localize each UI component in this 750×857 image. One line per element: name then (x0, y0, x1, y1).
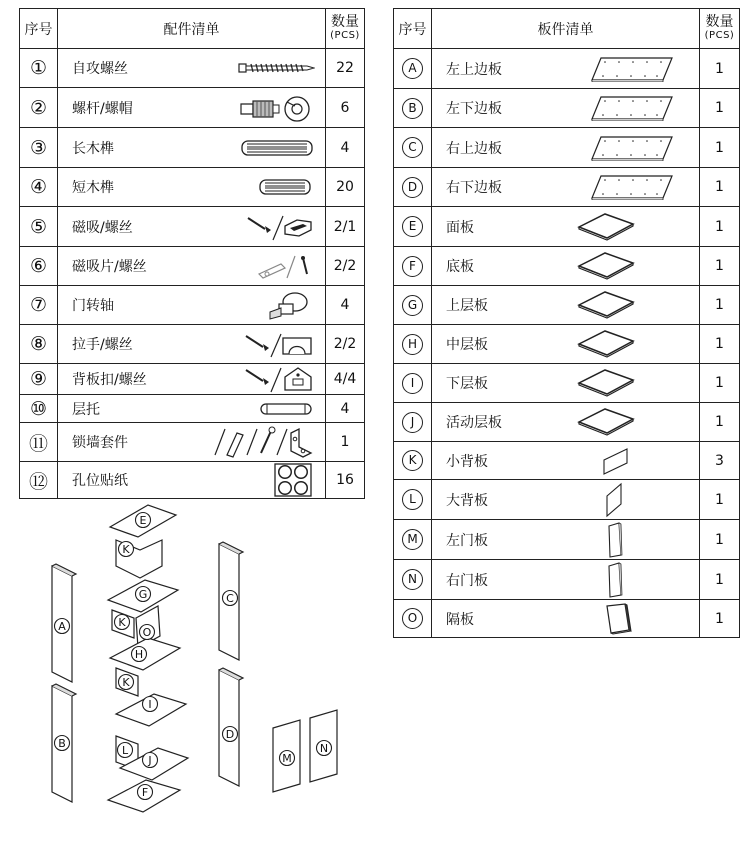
svg-text:M: M (282, 752, 292, 765)
accessory-qty: 4/4 (326, 364, 365, 395)
accessory-qty: 4 (326, 128, 365, 168)
label-A (55, 619, 70, 634)
board-qty: 1 (700, 247, 740, 286)
svg-text:N: N (319, 742, 329, 755)
board-name: 左门板 (446, 532, 488, 549)
row-index: D (402, 177, 423, 198)
row-index: A (402, 58, 423, 79)
board-name: 中层板 (446, 337, 488, 353)
board-name: 左下边板 (446, 101, 502, 117)
board-qty: 1 (700, 520, 740, 560)
svg-text:K: K (122, 543, 130, 556)
row-index: G (402, 295, 423, 316)
row-index: C (402, 137, 423, 158)
svg-text:B: B (58, 737, 66, 750)
svg-text:L: L (121, 744, 129, 757)
label-B (55, 736, 70, 751)
label-K (115, 615, 130, 630)
row-index: ⑦ (29, 294, 48, 316)
label-H (132, 647, 147, 662)
accessory-name: 长木榫 (72, 140, 114, 157)
row-index: ② (29, 96, 48, 119)
board-name: 大背板 (446, 492, 488, 509)
board-name: 右下边板 (446, 180, 502, 196)
svg-text:E: E (139, 514, 147, 527)
board-name: 下层板 (446, 376, 488, 392)
accessory-qty: 6 (326, 88, 365, 128)
svg-text:O: O (142, 626, 152, 639)
board-qty: 1 (700, 560, 740, 600)
board-name: 左上边板 (446, 61, 502, 78)
accessory-name: 门转轴 (72, 298, 114, 314)
row-index: ⑤ (29, 215, 48, 238)
row-index: ⑪ (28, 432, 48, 455)
board-name: 底板 (446, 259, 474, 275)
index-header: 序号 (20, 9, 58, 49)
row-index: N (402, 569, 423, 590)
row-index: L (402, 489, 423, 510)
row-index: ④ (29, 176, 48, 198)
accessory-qty: 22 (326, 49, 365, 88)
board-name: 小背板 (446, 453, 488, 470)
accessory-name: 层托 (72, 401, 100, 418)
row-index: ① (29, 57, 48, 79)
row-index: M (402, 529, 423, 550)
row-index: F (402, 256, 423, 277)
label-K (119, 675, 134, 690)
row-index: ⑫ (28, 470, 48, 493)
svg-text:C: C (226, 592, 234, 605)
svg-text:J: J (148, 754, 152, 767)
svg-text:G: G (138, 588, 148, 601)
accessory-qty: 4 (326, 395, 365, 423)
board-qty: 1 (700, 128, 740, 168)
row-index: ⑩ (29, 397, 48, 420)
board-name: 右门板 (446, 572, 488, 589)
board-qty: 1 (700, 168, 740, 207)
accessory-qty: 4 (326, 286, 365, 325)
accessory-name: 孔位贴纸 (72, 473, 128, 489)
board-qty: 1 (700, 325, 740, 364)
board-name: 上层板 (446, 298, 488, 314)
board-qty: 3 (700, 442, 740, 480)
board-qty: 1 (700, 480, 740, 520)
board-qty: 1 (700, 207, 740, 247)
quantity-header: 数量 (PCS) (700, 9, 740, 49)
exploded-view-labels (55, 513, 332, 800)
row-index: O (402, 608, 423, 629)
label-O (140, 625, 155, 640)
row-index: H (402, 334, 423, 355)
accessory-list-header: 配件清单 (58, 9, 326, 49)
label-C (223, 591, 238, 606)
label-E (136, 513, 151, 528)
index-header: 序号 (394, 9, 432, 49)
row-index: B (402, 98, 423, 119)
svg-text:A: A (58, 620, 66, 633)
label-K (119, 542, 134, 557)
svg-text:K: K (122, 676, 130, 689)
board-name: 右上边板 (446, 140, 502, 157)
svg-text:H: H (134, 648, 144, 661)
label-I (143, 697, 158, 712)
row-index: ③ (29, 136, 48, 159)
label-G (136, 587, 151, 602)
accessory-name: 自攻螺丝 (72, 61, 128, 77)
board-qty: 1 (700, 403, 740, 442)
accessory-qty: 2/2 (326, 247, 365, 286)
accessory-qty: 20 (326, 168, 365, 207)
accessory-name: 磁吸片/螺丝 (72, 259, 147, 275)
label-N (317, 741, 332, 756)
row-index: J (402, 412, 423, 433)
board-qty: 1 (700, 89, 740, 128)
accessory-qty: 16 (326, 462, 365, 499)
board-qty: 1 (700, 286, 740, 325)
accessory-name: 螺杆/螺帽 (72, 100, 133, 117)
svg-text:D: D (225, 728, 235, 741)
label-L (118, 743, 133, 758)
accessory-qty: 1 (326, 423, 365, 462)
row-index: ⑨ (29, 368, 48, 390)
accessory-qty: 2/1 (326, 207, 365, 247)
board-qty: 1 (700, 364, 740, 403)
label-J (143, 753, 158, 768)
board-name: 隔板 (446, 611, 474, 628)
quantity-header: 数量 (PCS) (326, 9, 365, 49)
svg-text:I: I (148, 698, 152, 711)
row-index: I (402, 373, 423, 394)
board-name: 面板 (446, 219, 474, 236)
svg-text:K: K (118, 616, 126, 629)
accessory-name: 拉手/螺丝 (72, 337, 133, 353)
accessory-qty: 2/2 (326, 325, 365, 364)
board-qty: 1 (700, 49, 740, 89)
accessory-name: 锁墙套件 (72, 435, 128, 451)
accessory-name: 短木榫 (72, 180, 114, 196)
label-F (138, 785, 153, 800)
accessory-name: 磁吸/螺丝 (72, 219, 133, 236)
board-list-header: 板件清单 (432, 9, 700, 49)
svg-text:F: F (141, 786, 149, 799)
accessory-name: 背板扣/螺丝 (72, 372, 147, 388)
row-index: K (402, 450, 423, 471)
row-index: ⑥ (29, 255, 48, 277)
row-index: E (402, 216, 423, 237)
label-M (280, 751, 295, 766)
board-name: 活动层板 (446, 415, 502, 431)
label-D (223, 727, 238, 742)
row-index: ⑧ (29, 333, 48, 355)
board-qty: 1 (700, 600, 740, 638)
